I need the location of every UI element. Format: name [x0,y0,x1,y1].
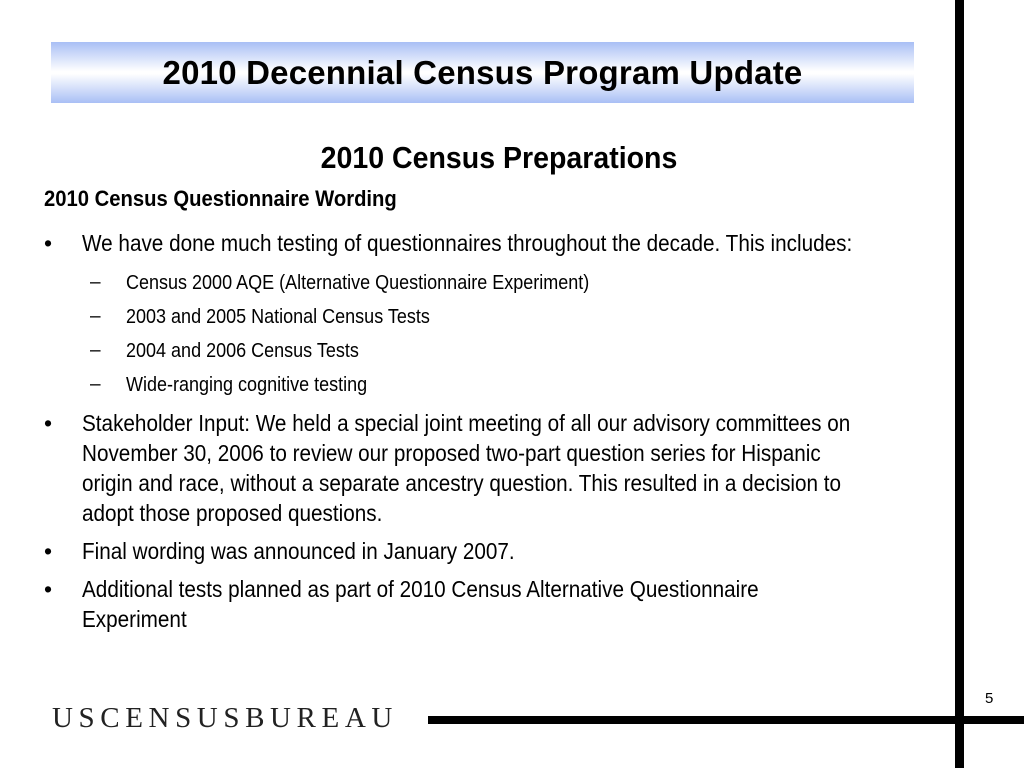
bullet-item [44,574,954,634]
dash-mark: – [90,340,101,361]
dash-mark: – [90,374,101,395]
sub-bullet-text: 2003 and 2005 National Census Tests [126,305,430,328]
bullet-mark: • [44,230,53,256]
slide-subtitle: 2010 Census Preparations [320,140,678,175]
page-number: 5 [985,690,994,707]
title-band [51,42,914,103]
bullet-mark: • [44,538,53,564]
section-heading: 2010 Census Questionnaire Wording [44,186,397,211]
bullet-mark: • [44,576,53,602]
bullet-text: Final wording was announced in January 2007. [82,538,515,564]
sub-bullet-text: Census 2000 AQE (Alternative Questionnaire Experiment) [126,271,590,294]
sub-bullet-text: 2004 and 2006 Census Tests [126,339,359,362]
bullet-list [44,408,954,634]
bullet-text: Additional tests planned as part of 2010 Census Alternative Questionnaire Experiment [82,576,759,632]
sub-bullet-text: Wide-ranging cognitive testing [126,373,368,396]
sub-bullet-list [90,266,954,402]
slide-title: 2010 Decennial Census Program Update [162,53,803,91]
dash-mark: – [90,272,101,293]
census-bureau-logo: USCENSUSBUREAU [52,702,398,734]
sub-bullet-item [90,300,954,334]
bullet-item [44,228,954,258]
right-border-bar [955,0,964,768]
bullet-text: We have done much testing of questionnaires throughout the decade. This includes: [82,230,853,256]
slide-content [44,140,954,642]
footer-rule [428,716,1024,724]
bullet-mark: • [44,410,53,436]
sub-bullet-item [90,334,954,368]
bullet-item [44,536,954,566]
bullet-text: Stakeholder Input: We held a special joint meeting of all our advisory committees on November 30, 2006 to review our proposed two-part question series for Hispanic origin and race, without a separate ancestry question. This resulted in a decision to adopt those proposed questions. [82,410,851,526]
bullet-item [44,408,954,528]
bullet-list [44,228,954,258]
sub-bullet-item [90,368,954,402]
sub-bullet-item [90,266,954,300]
dash-mark: – [90,306,101,327]
